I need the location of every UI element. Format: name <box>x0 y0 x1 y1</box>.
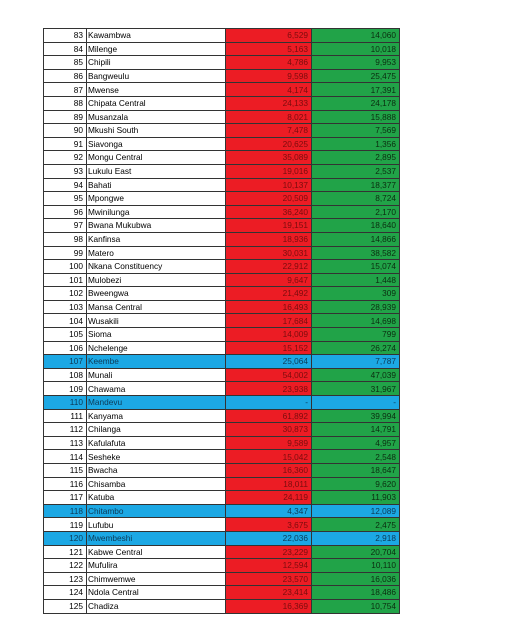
red-votes-cell: 20,509 <box>226 192 312 206</box>
table-row <box>44 341 400 355</box>
constituency-number-cell: 118 <box>44 504 87 518</box>
constituency-number-cell: 103 <box>44 300 87 314</box>
red-votes-cell: 4,347 <box>226 504 312 518</box>
table-row <box>44 192 400 206</box>
constituency-name-cell: Munali <box>87 368 226 382</box>
constituency-number-cell: 113 <box>44 436 87 450</box>
red-votes-cell: 5,163 <box>226 42 312 56</box>
constituency-number-cell: 93 <box>44 164 87 178</box>
constituency-number-cell: 117 <box>44 491 87 505</box>
table-row <box>44 423 400 437</box>
table-row <box>44 273 400 287</box>
table-row <box>44 368 400 382</box>
red-votes-cell: 9,589 <box>226 436 312 450</box>
constituency-name-cell: Mulobezi <box>87 273 226 287</box>
constituency-name-cell: Nkana Constituency <box>87 260 226 274</box>
constituency-name-cell: Mansa Central <box>87 300 226 314</box>
green-votes-cell: 24,178 <box>312 96 400 110</box>
green-votes-cell: 2,537 <box>312 164 400 178</box>
green-votes-cell: 8,724 <box>312 192 400 206</box>
red-votes-cell: 14,009 <box>226 328 312 342</box>
table-row <box>44 164 400 178</box>
table-row <box>44 300 400 314</box>
table-row <box>44 491 400 505</box>
table-row <box>44 287 400 301</box>
red-votes-cell: 15,152 <box>226 341 312 355</box>
constituency-name-cell: Musanzala <box>87 110 226 124</box>
red-votes-cell: 16,360 <box>226 464 312 478</box>
constituency-number-cell: 88 <box>44 96 87 110</box>
constituency-name-cell: Matero <box>87 246 226 260</box>
constituency-number-cell: 97 <box>44 219 87 233</box>
constituency-number-cell: 124 <box>44 586 87 600</box>
red-votes-cell: 24,119 <box>226 491 312 505</box>
constituency-name-cell: Katuba <box>87 491 226 505</box>
green-votes-cell: 28,939 <box>312 300 400 314</box>
table-row <box>44 531 400 545</box>
green-votes-cell: 9,953 <box>312 56 400 70</box>
constituency-number-cell: 84 <box>44 42 87 56</box>
table-row <box>44 599 400 613</box>
red-votes-cell: 24,133 <box>226 96 312 110</box>
green-votes-cell: 15,074 <box>312 260 400 274</box>
constituency-number-cell: 92 <box>44 151 87 165</box>
green-votes-cell: 10,754 <box>312 599 400 613</box>
green-votes-cell: 25,475 <box>312 69 400 83</box>
red-votes-cell: - <box>226 396 312 410</box>
red-votes-cell: 21,492 <box>226 287 312 301</box>
green-votes-cell: 799 <box>312 328 400 342</box>
table-row <box>44 464 400 478</box>
red-votes-cell: 18,936 <box>226 232 312 246</box>
constituency-name-cell: Mkushi South <box>87 124 226 138</box>
constituency-number-cell: 110 <box>44 396 87 410</box>
constituency-name-cell: Lukulu East <box>87 164 226 178</box>
red-votes-cell: 15,042 <box>226 450 312 464</box>
red-votes-cell: 23,414 <box>226 586 312 600</box>
table-row <box>44 42 400 56</box>
green-votes-cell: 309 <box>312 287 400 301</box>
table-row <box>44 110 400 124</box>
table-row <box>44 450 400 464</box>
constituency-number-cell: 109 <box>44 382 87 396</box>
constituency-name-cell: Mandevu <box>87 396 226 410</box>
table-row <box>44 355 400 369</box>
red-votes-cell: 22,036 <box>226 531 312 545</box>
red-votes-cell: 4,174 <box>226 83 312 97</box>
green-votes-cell: 1,356 <box>312 137 400 151</box>
table-row <box>44 124 400 138</box>
constituency-number-cell: 112 <box>44 423 87 437</box>
constituency-name-cell: Chawama <box>87 382 226 396</box>
red-votes-cell: 35,089 <box>226 151 312 165</box>
constituency-name-cell: Chitambo <box>87 504 226 518</box>
red-votes-cell: 20,625 <box>226 137 312 151</box>
constituency-name-cell: Mwembeshi <box>87 531 226 545</box>
green-votes-cell: 12,089 <box>312 504 400 518</box>
green-votes-cell: 2,475 <box>312 518 400 532</box>
constituency-number-cell: 119 <box>44 518 87 532</box>
red-votes-cell: 25,064 <box>226 355 312 369</box>
constituency-name-cell: Wusakili <box>87 314 226 328</box>
constituency-name-cell: Kanyama <box>87 409 226 423</box>
red-votes-cell: 19,151 <box>226 219 312 233</box>
red-votes-cell: 10,137 <box>226 178 312 192</box>
table-row <box>44 328 400 342</box>
red-votes-cell: 3,675 <box>226 518 312 532</box>
constituency-number-cell: 107 <box>44 355 87 369</box>
constituency-name-cell: Chimwemwe <box>87 572 226 586</box>
red-votes-cell: 17,684 <box>226 314 312 328</box>
green-votes-cell: 18,640 <box>312 219 400 233</box>
constituency-number-cell: 100 <box>44 260 87 274</box>
constituency-name-cell: Milenge <box>87 42 226 56</box>
constituency-number-cell: 106 <box>44 341 87 355</box>
constituency-name-cell: Chisamba <box>87 477 226 491</box>
constituency-name-cell: Bwana Mukubwa <box>87 219 226 233</box>
constituency-number-cell: 101 <box>44 273 87 287</box>
green-votes-cell: 14,791 <box>312 423 400 437</box>
constituency-number-cell: 86 <box>44 69 87 83</box>
table-row <box>44 504 400 518</box>
results-table-body <box>44 29 400 614</box>
table-row <box>44 260 400 274</box>
red-votes-cell: 30,873 <box>226 423 312 437</box>
constituency-number-cell: 120 <box>44 531 87 545</box>
constituency-name-cell: Sesheke <box>87 450 226 464</box>
green-votes-cell: 17,391 <box>312 83 400 97</box>
table-row <box>44 219 400 233</box>
table-row <box>44 436 400 450</box>
green-votes-cell: 4,957 <box>312 436 400 450</box>
constituency-name-cell: Kawambwa <box>87 29 226 43</box>
table-row <box>44 314 400 328</box>
red-votes-cell: 9,647 <box>226 273 312 287</box>
table-row <box>44 137 400 151</box>
red-votes-cell: 30,031 <box>226 246 312 260</box>
constituency-number-cell: 90 <box>44 124 87 138</box>
constituency-number-cell: 102 <box>44 287 87 301</box>
red-votes-cell: 19,016 <box>226 164 312 178</box>
table-row <box>44 96 400 110</box>
red-votes-cell: 9,598 <box>226 69 312 83</box>
constituency-name-cell: Keembe <box>87 355 226 369</box>
table-row <box>44 56 400 70</box>
table-row <box>44 69 400 83</box>
red-votes-cell: 18,011 <box>226 477 312 491</box>
constituency-number-cell: 114 <box>44 450 87 464</box>
green-votes-cell: 14,060 <box>312 29 400 43</box>
red-votes-cell: 8,021 <box>226 110 312 124</box>
constituency-name-cell: Kafulafuta <box>87 436 226 450</box>
red-votes-cell: 22,912 <box>226 260 312 274</box>
table-row <box>44 83 400 97</box>
constituency-number-cell: 115 <box>44 464 87 478</box>
constituency-name-cell: Lufubu <box>87 518 226 532</box>
constituency-number-cell: 98 <box>44 232 87 246</box>
green-votes-cell: 2,170 <box>312 205 400 219</box>
green-votes-cell: 15,888 <box>312 110 400 124</box>
green-votes-cell: 1,448 <box>312 273 400 287</box>
red-votes-cell: 12,594 <box>226 559 312 573</box>
table-row <box>44 518 400 532</box>
constituency-name-cell: Bahati <box>87 178 226 192</box>
green-votes-cell: 2,895 <box>312 151 400 165</box>
constituency-number-cell: 87 <box>44 83 87 97</box>
constituency-number-cell: 108 <box>44 368 87 382</box>
green-votes-cell: 39,994 <box>312 409 400 423</box>
constituency-number-cell: 91 <box>44 137 87 151</box>
constituency-number-cell: 85 <box>44 56 87 70</box>
green-votes-cell: 10,110 <box>312 559 400 573</box>
red-votes-cell: 16,369 <box>226 599 312 613</box>
red-votes-cell: 23,938 <box>226 382 312 396</box>
green-votes-cell: 18,647 <box>312 464 400 478</box>
green-votes-cell: 38,582 <box>312 246 400 260</box>
constituency-name-cell: Mpongwe <box>87 192 226 206</box>
table-row <box>44 246 400 260</box>
constituency-number-cell: 105 <box>44 328 87 342</box>
constituency-number-cell: 125 <box>44 599 87 613</box>
red-votes-cell: 6,529 <box>226 29 312 43</box>
constituency-number-cell: 89 <box>44 110 87 124</box>
constituency-name-cell: Mwinilunga <box>87 205 226 219</box>
green-votes-cell: 2,918 <box>312 531 400 545</box>
table-row <box>44 396 400 410</box>
constituency-name-cell: Chipata Central <box>87 96 226 110</box>
constituency-name-cell: Kanfinsa <box>87 232 226 246</box>
constituency-name-cell: Bwacha <box>87 464 226 478</box>
constituency-name-cell: Sioma <box>87 328 226 342</box>
table-row <box>44 572 400 586</box>
green-votes-cell: 31,967 <box>312 382 400 396</box>
table-row <box>44 559 400 573</box>
red-votes-cell: 16,493 <box>226 300 312 314</box>
red-votes-cell: 7,478 <box>226 124 312 138</box>
constituency-name-cell: Bweengwa <box>87 287 226 301</box>
constituency-number-cell: 111 <box>44 409 87 423</box>
red-votes-cell: 54,002 <box>226 368 312 382</box>
red-votes-cell: 23,229 <box>226 545 312 559</box>
red-votes-cell: 4,786 <box>226 56 312 70</box>
green-votes-cell: 18,486 <box>312 586 400 600</box>
constituency-name-cell: Mufulira <box>87 559 226 573</box>
constituency-name-cell: Kabwe Central <box>87 545 226 559</box>
green-votes-cell: 18,377 <box>312 178 400 192</box>
green-votes-cell: 11,903 <box>312 491 400 505</box>
table-row <box>44 409 400 423</box>
table-row <box>44 29 400 43</box>
green-votes-cell: 20,704 <box>312 545 400 559</box>
red-votes-cell: 36,240 <box>226 205 312 219</box>
constituency-number-cell: 95 <box>44 192 87 206</box>
green-votes-cell: 47,039 <box>312 368 400 382</box>
constituency-number-cell: 122 <box>44 559 87 573</box>
red-votes-cell: 23,570 <box>226 572 312 586</box>
constituency-name-cell: Nchelenge <box>87 341 226 355</box>
green-votes-cell: 14,698 <box>312 314 400 328</box>
table-row <box>44 586 400 600</box>
constituency-number-cell: 94 <box>44 178 87 192</box>
table-row <box>44 178 400 192</box>
table-row <box>44 205 400 219</box>
green-votes-cell: 7,787 <box>312 355 400 369</box>
constituency-name-cell: Bangweulu <box>87 69 226 83</box>
green-votes-cell: 10,018 <box>312 42 400 56</box>
constituency-name-cell: Mongu Central <box>87 151 226 165</box>
constituency-name-cell: Mwense <box>87 83 226 97</box>
constituency-name-cell: Siavonga <box>87 137 226 151</box>
table-row <box>44 382 400 396</box>
constituency-name-cell: Chadiza <box>87 599 226 613</box>
green-votes-cell: 2,548 <box>312 450 400 464</box>
constituency-name-cell: Chipili <box>87 56 226 70</box>
constituency-number-cell: 96 <box>44 205 87 219</box>
green-votes-cell: 9,620 <box>312 477 400 491</box>
constituency-number-cell: 104 <box>44 314 87 328</box>
constituency-number-cell: 83 <box>44 29 87 43</box>
green-votes-cell: 26,274 <box>312 341 400 355</box>
green-votes-cell: 14,866 <box>312 232 400 246</box>
table-row <box>44 545 400 559</box>
table-row <box>44 477 400 491</box>
green-votes-cell: 7,569 <box>312 124 400 138</box>
results-table <box>43 28 400 614</box>
constituency-name-cell: Ndola Central <box>87 586 226 600</box>
constituency-number-cell: 99 <box>44 246 87 260</box>
green-votes-cell: - <box>312 396 400 410</box>
red-votes-cell: 61,892 <box>226 409 312 423</box>
table-row <box>44 151 400 165</box>
green-votes-cell: 16,036 <box>312 572 400 586</box>
constituency-number-cell: 121 <box>44 545 87 559</box>
constituency-number-cell: 116 <box>44 477 87 491</box>
table-row <box>44 232 400 246</box>
constituency-name-cell: Chilanga <box>87 423 226 437</box>
constituency-number-cell: 123 <box>44 572 87 586</box>
